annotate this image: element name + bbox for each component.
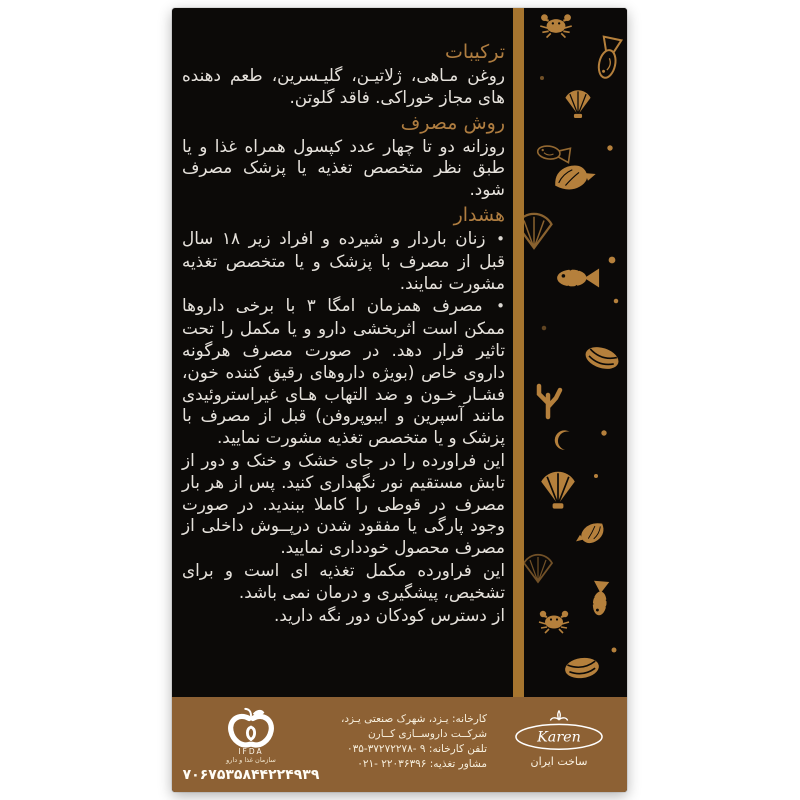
crescent-icon bbox=[553, 428, 570, 450]
coral-icon bbox=[539, 386, 560, 417]
ifda-tracking-code: ۷۰۶۷۵۳۵۸۴۴۲۲۴۹۳۹ bbox=[182, 767, 320, 783]
factory-phone-line: تلفن کارخانه: ۹ -۳۷۲۷۲۲۷۸-۰۳۵ bbox=[346, 743, 487, 755]
brand-name: Karen bbox=[537, 729, 581, 746]
keep-away-children-text: از دسترس کودکان دور نگه دارید. bbox=[273, 604, 505, 625]
fish-icon bbox=[591, 581, 609, 616]
section-heading-ingredients: ترکیبات bbox=[445, 41, 505, 63]
brand-block bbox=[491, 697, 627, 792]
ifda-org-label: سازمان غذا و دارو bbox=[226, 756, 276, 764]
manufacturer-info bbox=[330, 697, 491, 792]
supplement-note-text: این فراورده مکمل تغذیه ای است و برای تشخیص، پیشگیری و درمان نمی باشد. bbox=[182, 559, 505, 602]
section-heading-usage: روش مصرف bbox=[400, 111, 505, 134]
mussel-shell-icon bbox=[564, 656, 600, 681]
bubble-icon bbox=[612, 648, 617, 653]
fish-icon bbox=[537, 144, 571, 163]
conch-shell-icon bbox=[552, 161, 598, 192]
scallop-shell-icon bbox=[524, 214, 552, 248]
info-panel bbox=[172, 8, 513, 697]
footer-band bbox=[172, 697, 627, 792]
usage-text: روزانه دو تا چهار عدد کپسول همراه غذا و یا طبق نظر متخصص تغذیه یا پزشک مصرف شود. bbox=[182, 135, 505, 200]
bubble-icon bbox=[542, 326, 547, 331]
bubble-icon bbox=[601, 430, 606, 435]
bullet-icon: • bbox=[496, 297, 505, 316]
divider-stripe bbox=[513, 8, 524, 697]
nutrition-consultant-phone-line: مشاور تغذیه: ۲۲۰۳۶۳۹۶ -۰۲۱ bbox=[357, 758, 487, 770]
crab-icon bbox=[539, 611, 569, 633]
bullet-icon: • bbox=[496, 229, 505, 248]
scallop-shell-icon bbox=[541, 472, 575, 509]
product-box-back bbox=[172, 8, 627, 792]
karen-logo-icon bbox=[509, 710, 609, 754]
ifda-logo-icon bbox=[224, 706, 278, 750]
ifda-approval-block bbox=[172, 697, 330, 792]
bubble-icon bbox=[540, 76, 544, 80]
factory-address-line: کارخانه: یـزد، شهرک صنعتی یـزد، bbox=[340, 713, 487, 725]
conch-shell-icon bbox=[572, 519, 608, 550]
section-heading-warning: هشدار bbox=[453, 203, 505, 226]
mussel-shell-icon bbox=[583, 343, 622, 373]
company-name-line: شرکــت داروســازی کــارن bbox=[367, 728, 487, 740]
scallop-shell-icon bbox=[524, 555, 552, 582]
bubble-icon bbox=[614, 299, 619, 304]
sea-pattern-strip bbox=[524, 8, 627, 697]
warning-bullet-2: • مصرف همزمان امگا ۳ با برخی داروها ممکن است اثربخشی دارو و یا مکمل را تحت تاثیر قرار دهد. در صورت مصرف هرگونه داروی خاص (بویژه داروهای رقیق کننده خون، فشـار خـون و ضد التهاب هـای غیراستروئیدی مانند آسپرین و ایبوپروفن) قبل از مصرف با پزشک و یا متخصص تغذیه مشورت نمایید. bbox=[182, 295, 505, 448]
made-in-label: ساخت ایران bbox=[530, 755, 588, 768]
fish-icon bbox=[595, 37, 621, 80]
bubble-icon bbox=[609, 257, 616, 264]
box-upper-area bbox=[172, 8, 627, 697]
fish-icon bbox=[557, 268, 599, 287]
scallop-shell-icon bbox=[565, 90, 590, 118]
crab-icon bbox=[540, 14, 572, 37]
warning-bullet-1: • زنان باردار و شیرده و افراد زیر ۱۸ سال قبل از مصرف با پزشک و یا متخصص تغذیه مشورت نمایند. bbox=[182, 227, 505, 293]
ingredients-text: روغن مـاهی، ژلاتیـن، گلیـسرین، طعم دهنده های مجاز خوراکی. فاقد گلوتن. bbox=[182, 65, 505, 107]
sea-pattern-graphic bbox=[524, 8, 627, 697]
bubble-icon bbox=[607, 145, 612, 150]
ifda-label: IFDA bbox=[238, 747, 264, 756]
storage-text: این فراورده را در جای خشک و خنک و دور از تابش مستقیم نور نگهداری کنید. پس از هر بار مصرف در قوطی را کاملا ببندید. در صورت وجود پارگی یا مفقود شدن درپــوش داخلی از مصرف محصول خودداری نمایید. bbox=[182, 449, 505, 558]
bubble-icon bbox=[594, 474, 598, 478]
